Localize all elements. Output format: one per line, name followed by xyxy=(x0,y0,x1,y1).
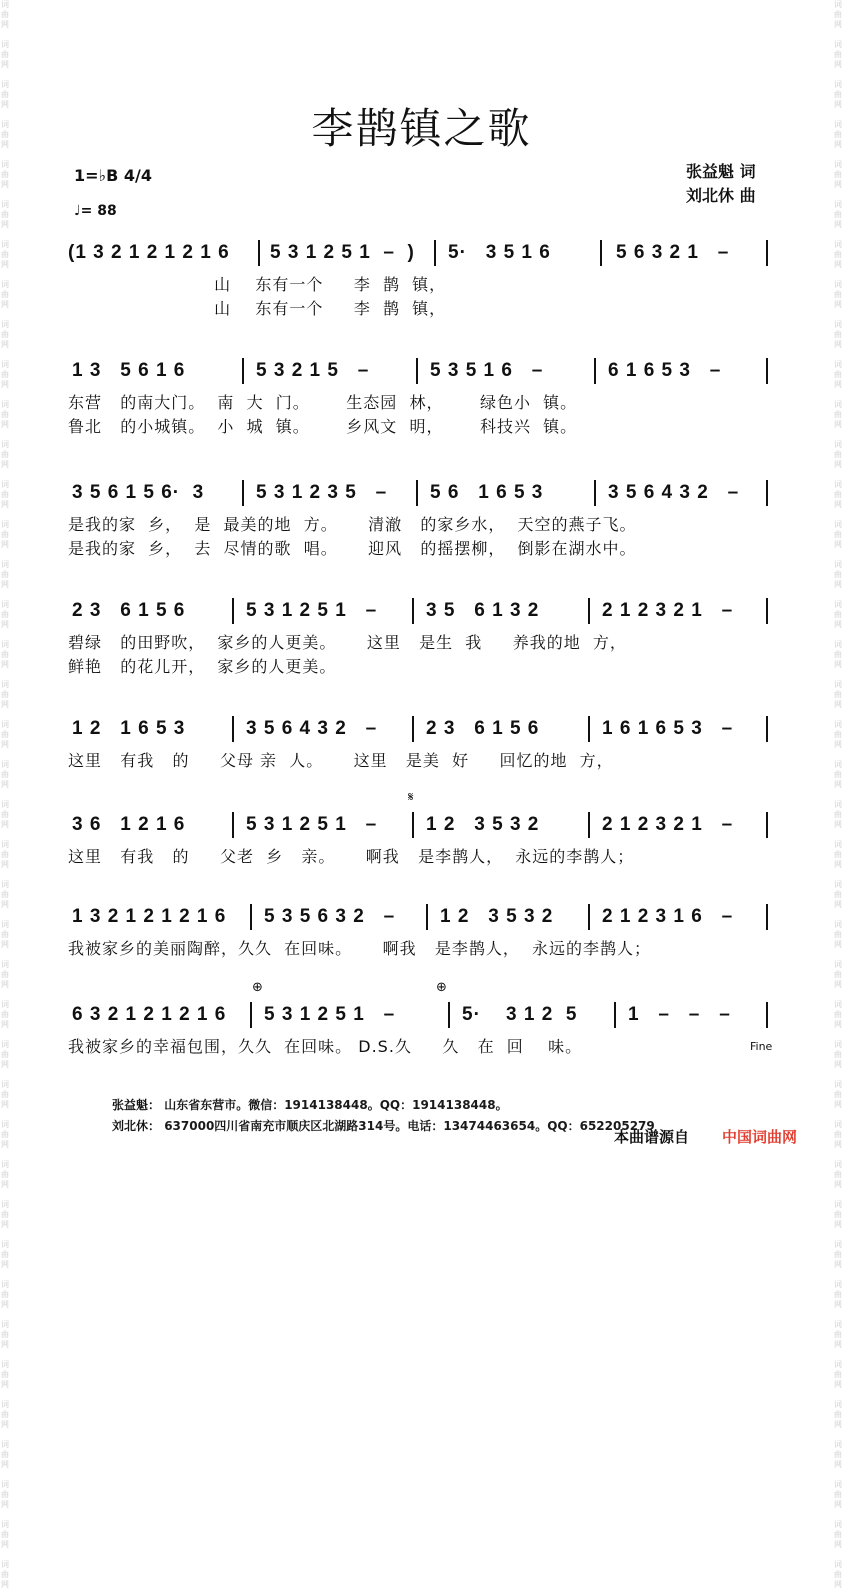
contact-name-2: 刘北休： xyxy=(112,1119,161,1133)
lyric-verse-1: 山 东有一个 李 鹊 镇， xyxy=(68,275,447,294)
lyric-verse-2: 鲁北 的小城镇。 小 城 镇。 乡风文 明， 科技兴 镇。 xyxy=(68,417,578,436)
bar-line xyxy=(766,904,768,930)
bar-line xyxy=(766,358,768,384)
measure-notes: 5 6 1 6 5 3 xyxy=(430,482,544,503)
segno-mark: 𝄋 xyxy=(408,790,414,805)
lyric-verse-1: 我被家乡的幸福包围，久久 在回味。 D.S.久 久 在 回 味。 xyxy=(68,1037,583,1056)
bar-line xyxy=(588,812,590,838)
notation-row xyxy=(68,1000,780,1030)
lyric-verse-1: 东营 的南大门。 南 大 门。 生态园 林， 绿色小 镇。 xyxy=(68,393,578,412)
score-system-1 xyxy=(68,238,780,318)
right-watermark-strip: 词 曲 网 词 曲 网 词 曲 网 词 曲 网 词 曲 网 词 曲 网 词 曲 网 词 曲 网 词 曲 网 词 曲 网 词 曲 网 词 曲 网 词 曲 网 词 曲 网 词 曲 网 词 曲 网 词 曲 网 词 曲 网 词 曲 网 词 曲 网 词 曲 网 词 曲 网 词 曲 网 词 曲 网 词 曲 网 词 曲 网 词 曲 网 词 曲 网 词 曲 网 词 曲 网 词 曲 网 词 曲 网 词 曲 网 词 曲 网 词 曲 网 词 曲 网 词 曲 网 词 曲 网 词 曲 网 词 曲 网 xyxy=(834,0,842,1589)
key-signature: 1=♭B 4/4 xyxy=(74,166,152,185)
lyric-verse-1: 这里 有我 的 父母 亲 人。 这里 是美 好 回忆的地 方， xyxy=(68,751,614,770)
notation-row xyxy=(68,238,780,268)
measure-notes: 5 3 1 2 5 1 – xyxy=(246,814,378,835)
score-system-3 xyxy=(68,478,780,558)
bar-line xyxy=(448,1002,450,1028)
composer-credit: 刘北休 曲 xyxy=(686,186,756,205)
song-title: 李鹊镇之歌 xyxy=(311,104,532,153)
site-link[interactable]: 中国词曲网 xyxy=(722,1128,798,1146)
bar-line xyxy=(614,1002,616,1028)
bar-line xyxy=(416,358,418,384)
bar-line xyxy=(232,716,234,742)
measure-notes: 1 3 5 6 1 6 xyxy=(72,360,186,381)
bar-line xyxy=(412,598,414,624)
measure-notes: 1 2 3 5 3 2 xyxy=(426,814,540,835)
bar-line xyxy=(250,904,252,930)
contact-text-1: 山东省东营市。微信：1914138448。QQ：1914138448。 xyxy=(164,1098,508,1112)
measure-notes: 5 3 5 1 6 – xyxy=(430,360,544,381)
coda-mark-2: ⊕ xyxy=(436,980,447,995)
notation-row xyxy=(68,714,780,744)
score-system-8 xyxy=(68,1000,780,1060)
measure-notes: 2 1 2 3 1 6 – xyxy=(602,906,734,927)
bar-line xyxy=(594,480,596,506)
bar-line xyxy=(242,480,244,506)
measure-notes: 3 6 1 2 1 6 xyxy=(72,814,186,835)
measure-notes: 2 1 2 3 2 1 – xyxy=(602,600,734,621)
measure-notes: 1 6 1 6 5 3 – xyxy=(602,718,734,739)
score-system-6 xyxy=(68,810,780,870)
contact-name-1: 张益魁： xyxy=(112,1098,161,1112)
bar-line xyxy=(426,904,428,930)
lyric-verse-1: 我被家乡的美丽陶醉，久久 在回味。 啊我 是李鹊人， 永远的李鹊人； xyxy=(68,939,652,958)
measure-notes: 5· 3 5 1 6 xyxy=(448,242,551,263)
measure-notes: 3 5 6 1 3 2 xyxy=(426,600,540,621)
lyricist-credit: 张益魁 词 xyxy=(686,162,756,181)
score-system-4 xyxy=(68,596,780,676)
bar-line xyxy=(258,240,260,266)
contact-footer xyxy=(112,1095,655,1137)
measure-notes: 3 5 6 4 3 2 – xyxy=(608,482,740,503)
bar-line xyxy=(232,598,234,624)
measure-notes: 5· 3 1 2 5 xyxy=(462,1004,578,1025)
measure-notes: 5 3 5 6 3 2 – xyxy=(264,906,396,927)
measure-notes: 5 3 1 2 5 1 – ) xyxy=(270,242,415,263)
bar-line xyxy=(412,716,414,742)
measure-notes: 1 2 3 5 3 2 xyxy=(440,906,554,927)
measure-notes: 5 3 2 1 5 – xyxy=(256,360,370,381)
measure-notes: 3 5 6 4 3 2 – xyxy=(246,718,378,739)
lyric-verse-2: 是我的家 乡， 去 尽情的歌 唱。 迎风 的摇摆柳， 倒影在湖水中。 xyxy=(68,539,637,558)
bar-line xyxy=(588,716,590,742)
bar-line xyxy=(766,1002,768,1028)
bar-line xyxy=(412,812,414,838)
measure-notes: 6 3 2 1 2 1 2 1 6 xyxy=(72,1004,227,1025)
bar-line xyxy=(766,480,768,506)
notation-row xyxy=(68,810,780,840)
notation-row xyxy=(68,356,780,386)
bar-line xyxy=(600,240,602,266)
measure-notes: 6 1 6 5 3 – xyxy=(608,360,722,381)
measure-notes: 2 1 2 3 2 1 – xyxy=(602,814,734,835)
lyric-verse-1: 碧绿 的田野吹， 家乡的人更美。 这里 是生 我 养我的地 方， xyxy=(68,633,627,652)
bar-line xyxy=(766,812,768,838)
measure-notes: 2 3 6 1 5 6 xyxy=(72,600,186,621)
measure-notes: (1 3 2 1 2 1 2 1 6 xyxy=(68,242,230,263)
coda-mark-1: ⊕ xyxy=(252,980,263,995)
bar-line xyxy=(434,240,436,266)
lyric-verse-1: 是我的家 乡， 是 最美的地 方。 清澈 的家乡水， 天空的燕子飞。 xyxy=(68,515,637,534)
measure-notes: 5 3 1 2 5 1 – xyxy=(246,600,378,621)
score-system-5 xyxy=(68,714,780,774)
credits xyxy=(686,160,756,208)
measure-notes: 1 2 1 6 5 3 xyxy=(72,718,186,739)
notation-row xyxy=(68,902,780,932)
source-label: 本曲谱源自 xyxy=(614,1128,690,1146)
bar-line xyxy=(232,812,234,838)
measure-notes: 5 6 3 2 1 – xyxy=(616,242,730,263)
notation-row xyxy=(68,478,780,508)
left-watermark-strip: 词 曲 网 词 曲 网 词 曲 网 词 曲 网 词 曲 网 词 曲 网 词 曲 网 词 曲 网 词 曲 网 词 曲 网 词 曲 网 词 曲 网 词 曲 网 词 曲 网 词 曲 网 词 曲 网 词 曲 网 词 曲 网 词 曲 网 词 曲 网 词 曲 网 词 曲 网 词 曲 网 词 曲 网 词 曲 网 词 曲 网 词 曲 网 词 曲 网 词 曲 网 词 曲 网 词 曲 网 词 曲 网 词 曲 网 词 曲 网 词 曲 网 词 曲 网 词 曲 网 词 曲 网 词 曲 网 词 曲 网 xyxy=(1,0,9,1589)
bar-line xyxy=(766,716,768,742)
contact-text-2: 637000四川省南充市顺庆区北湖路314号。电话：13474463654。QQ：652205279 xyxy=(164,1119,655,1133)
contact-line-2 xyxy=(112,1116,655,1137)
measure-notes: 3 5 6 1 5 6· 3 xyxy=(72,482,205,503)
bar-line xyxy=(766,598,768,624)
measure-notes: 5 3 1 2 5 1 – xyxy=(264,1004,396,1025)
tempo-marking: ♩= 88 xyxy=(74,203,117,219)
bar-line xyxy=(242,358,244,384)
lyric-verse-2: 鲜艳 的花儿开， 家乡的人更美。 xyxy=(68,657,337,676)
notation-row xyxy=(68,596,780,626)
score-system-2 xyxy=(68,356,780,436)
measure-notes: 2 3 6 1 5 6 xyxy=(426,718,540,739)
fine-mark: Fine xyxy=(750,1040,773,1053)
measure-notes: 5 3 1 2 3 5 – xyxy=(256,482,388,503)
score-system-7 xyxy=(68,902,780,962)
bar-line xyxy=(250,1002,252,1028)
bar-line xyxy=(766,240,768,266)
lyric-verse-1: 这里 有我 的 父老 乡 亲。 啊我 是李鹊人， 永远的李鹊人； xyxy=(68,847,635,866)
contact-line-1 xyxy=(112,1095,655,1116)
bar-line xyxy=(588,904,590,930)
measure-notes: 1 – – – xyxy=(628,1004,731,1025)
bar-line xyxy=(588,598,590,624)
lyric-verse-2: 山 东有一个 李 鹊 镇， xyxy=(68,299,447,318)
bar-line xyxy=(594,358,596,384)
bar-line xyxy=(416,480,418,506)
measure-notes: 1 3 2 1 2 1 2 1 6 xyxy=(72,906,227,927)
